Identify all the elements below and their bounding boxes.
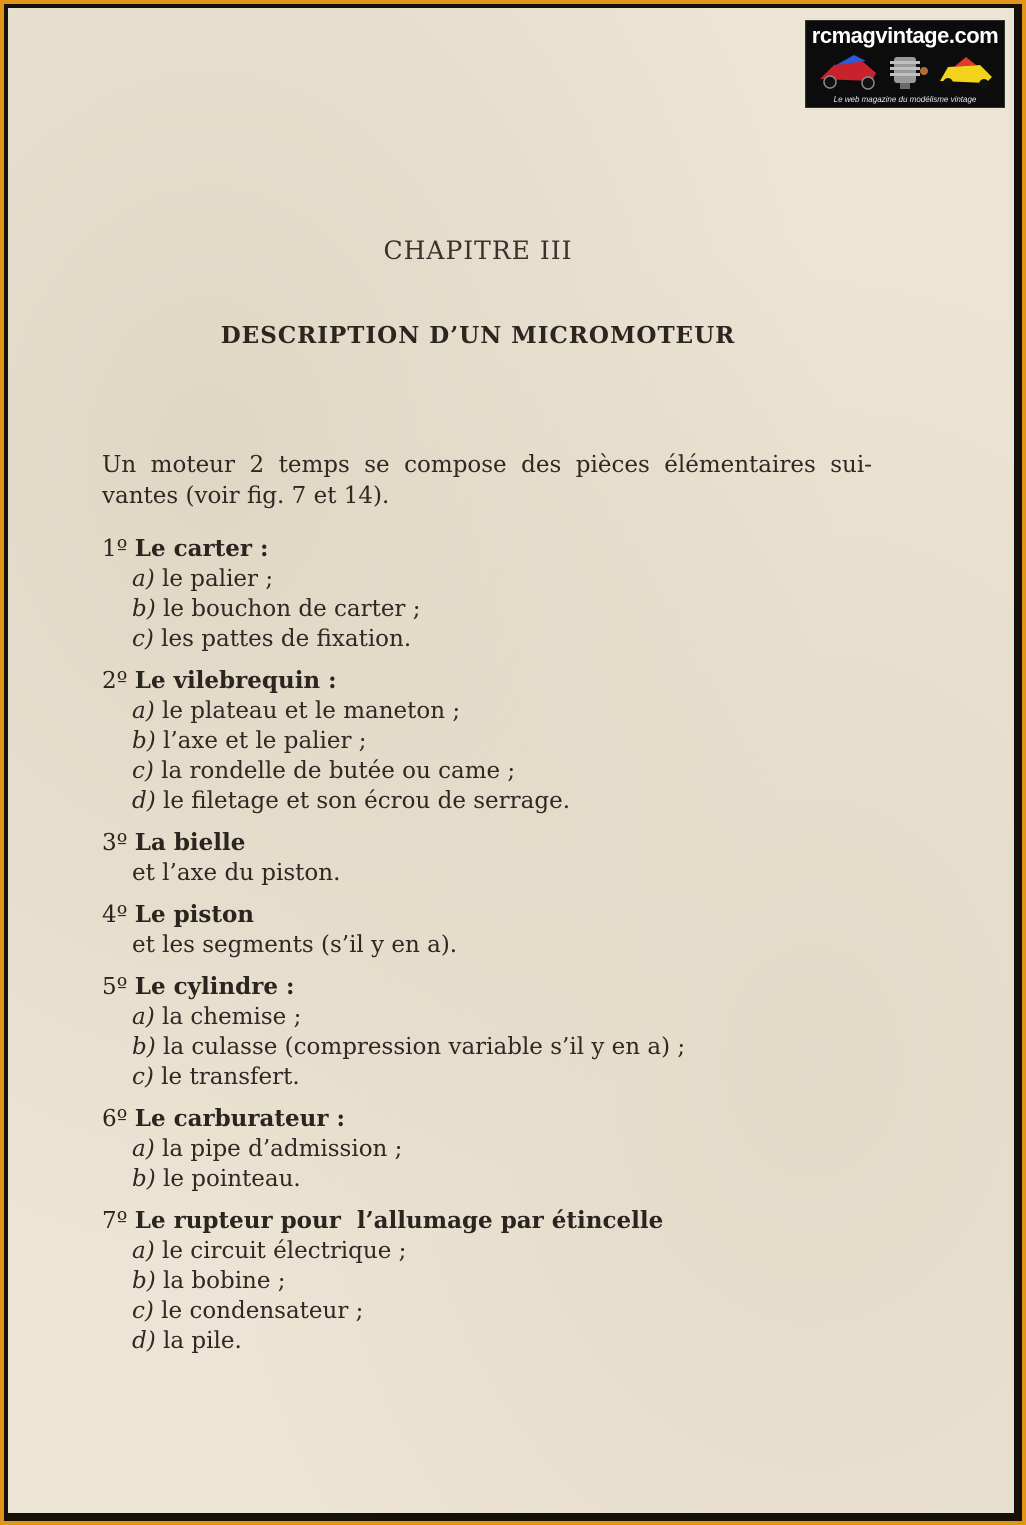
site-logo[interactable] <box>805 20 1005 108</box>
section-name: Le carter : <box>134 535 269 562</box>
list-item <box>102 1002 902 1032</box>
item-text: la pile. <box>163 1328 242 1354</box>
item-letter: b) <box>132 1166 156 1192</box>
list-item <box>102 786 902 816</box>
item-text: la rondelle de butée ou came ; <box>161 758 516 784</box>
list-item <box>102 594 902 624</box>
section-name: Le vilebrequin : <box>134 667 337 694</box>
section-name: Le carburateur : <box>134 1105 346 1132</box>
item-text: le condensateur ; <box>161 1298 364 1324</box>
item-letter: b) <box>132 596 156 622</box>
section-name: Le piston <box>134 901 255 928</box>
section-number: 3º <box>102 830 128 856</box>
section-number: 1º <box>102 536 128 562</box>
item-letter: a) <box>132 566 155 592</box>
section-heading <box>102 666 902 696</box>
component-list <box>102 534 902 1368</box>
item-text: le bouchon de carter ; <box>163 596 421 622</box>
list-item <box>102 1134 902 1164</box>
item-text: le transfert. <box>161 1064 300 1090</box>
item-letter: d) <box>132 1328 156 1354</box>
item-text: les pattes de fixation. <box>161 626 412 652</box>
item-text: et les segments (s’il y en a). <box>132 932 458 958</box>
item-text: la culasse (compression variable s’il y en a) ; <box>163 1034 686 1060</box>
chapter-heading: CHAPITRE III <box>383 236 573 265</box>
section-number: 6º <box>102 1106 128 1132</box>
logo-tagline: Le web magazine du modélisme vintage <box>833 95 977 104</box>
item-letter: b) <box>132 1034 156 1060</box>
item-text: le filetage et son écrou de serrage. <box>163 788 571 814</box>
list-item <box>102 1062 902 1092</box>
list-item <box>102 696 902 726</box>
item-text: la chemise ; <box>162 1004 302 1030</box>
item-letter: a) <box>132 1238 155 1264</box>
page-title: DESCRIPTION D’UN MICROMOTEUR <box>220 322 736 349</box>
list-section <box>102 666 902 816</box>
list-item <box>102 1326 902 1356</box>
item-text: la bobine ; <box>163 1268 286 1294</box>
item-letter: c) <box>132 758 154 784</box>
item-text: la pipe d’admission ; <box>162 1136 403 1162</box>
item-letter: a) <box>132 698 155 724</box>
list-item <box>102 624 902 654</box>
item-letter: a) <box>132 1136 155 1162</box>
item-text: le circuit électrique ; <box>162 1238 407 1264</box>
item-letter: c) <box>132 1064 154 1090</box>
item-letter: c) <box>132 1298 154 1324</box>
intro-line-2: vantes (voir fig. 7 et 14). <box>102 483 390 509</box>
section-heading <box>102 1206 902 1236</box>
item-text: et l’axe du piston. <box>132 860 341 886</box>
section-heading <box>102 534 902 564</box>
section-name: La bielle <box>134 829 246 856</box>
list-section <box>102 1206 902 1356</box>
list-item <box>102 930 902 960</box>
section-heading <box>102 1104 902 1134</box>
list-item <box>102 1032 902 1062</box>
list-section <box>102 534 902 654</box>
list-section <box>102 828 902 888</box>
item-text: le pointeau. <box>163 1166 301 1192</box>
section-number: 4º <box>102 902 128 928</box>
section-name: Le rupteur pour l’allumage par étincelle <box>134 1207 664 1234</box>
section-name: Le cylindre : <box>134 973 295 1000</box>
list-item <box>102 1164 902 1194</box>
list-item <box>102 1236 902 1266</box>
intro-line-1: Un moteur 2 temps se compose des pièces élémentaires sui- <box>102 452 872 478</box>
section-number: 5º <box>102 974 128 1000</box>
list-item <box>102 858 902 888</box>
list-section <box>102 972 902 1092</box>
item-letter: a) <box>132 1004 155 1030</box>
section-number: 2º <box>102 668 128 694</box>
item-text: le plateau et le maneton ; <box>162 698 461 724</box>
list-section <box>102 900 902 960</box>
item-text: le palier ; <box>162 566 274 592</box>
list-item <box>102 756 902 786</box>
section-heading <box>102 972 902 1002</box>
item-letter: d) <box>132 788 156 814</box>
logo-models-icon <box>814 51 996 91</box>
list-item <box>102 1296 902 1326</box>
list-section <box>102 1104 902 1194</box>
item-letter: c) <box>132 626 154 652</box>
section-heading <box>102 828 902 858</box>
item-letter: b) <box>132 1268 156 1294</box>
intro-paragraph <box>102 450 872 512</box>
section-number: 7º <box>102 1208 128 1234</box>
item-text: l’axe et le palier ; <box>163 728 367 754</box>
book-page <box>8 8 1014 1513</box>
list-item <box>102 564 902 594</box>
list-item <box>102 1266 902 1296</box>
logo-site-name: rcmagvintage.com <box>811 23 999 48</box>
section-heading <box>102 900 902 930</box>
item-letter: b) <box>132 728 156 754</box>
list-item <box>102 726 902 756</box>
